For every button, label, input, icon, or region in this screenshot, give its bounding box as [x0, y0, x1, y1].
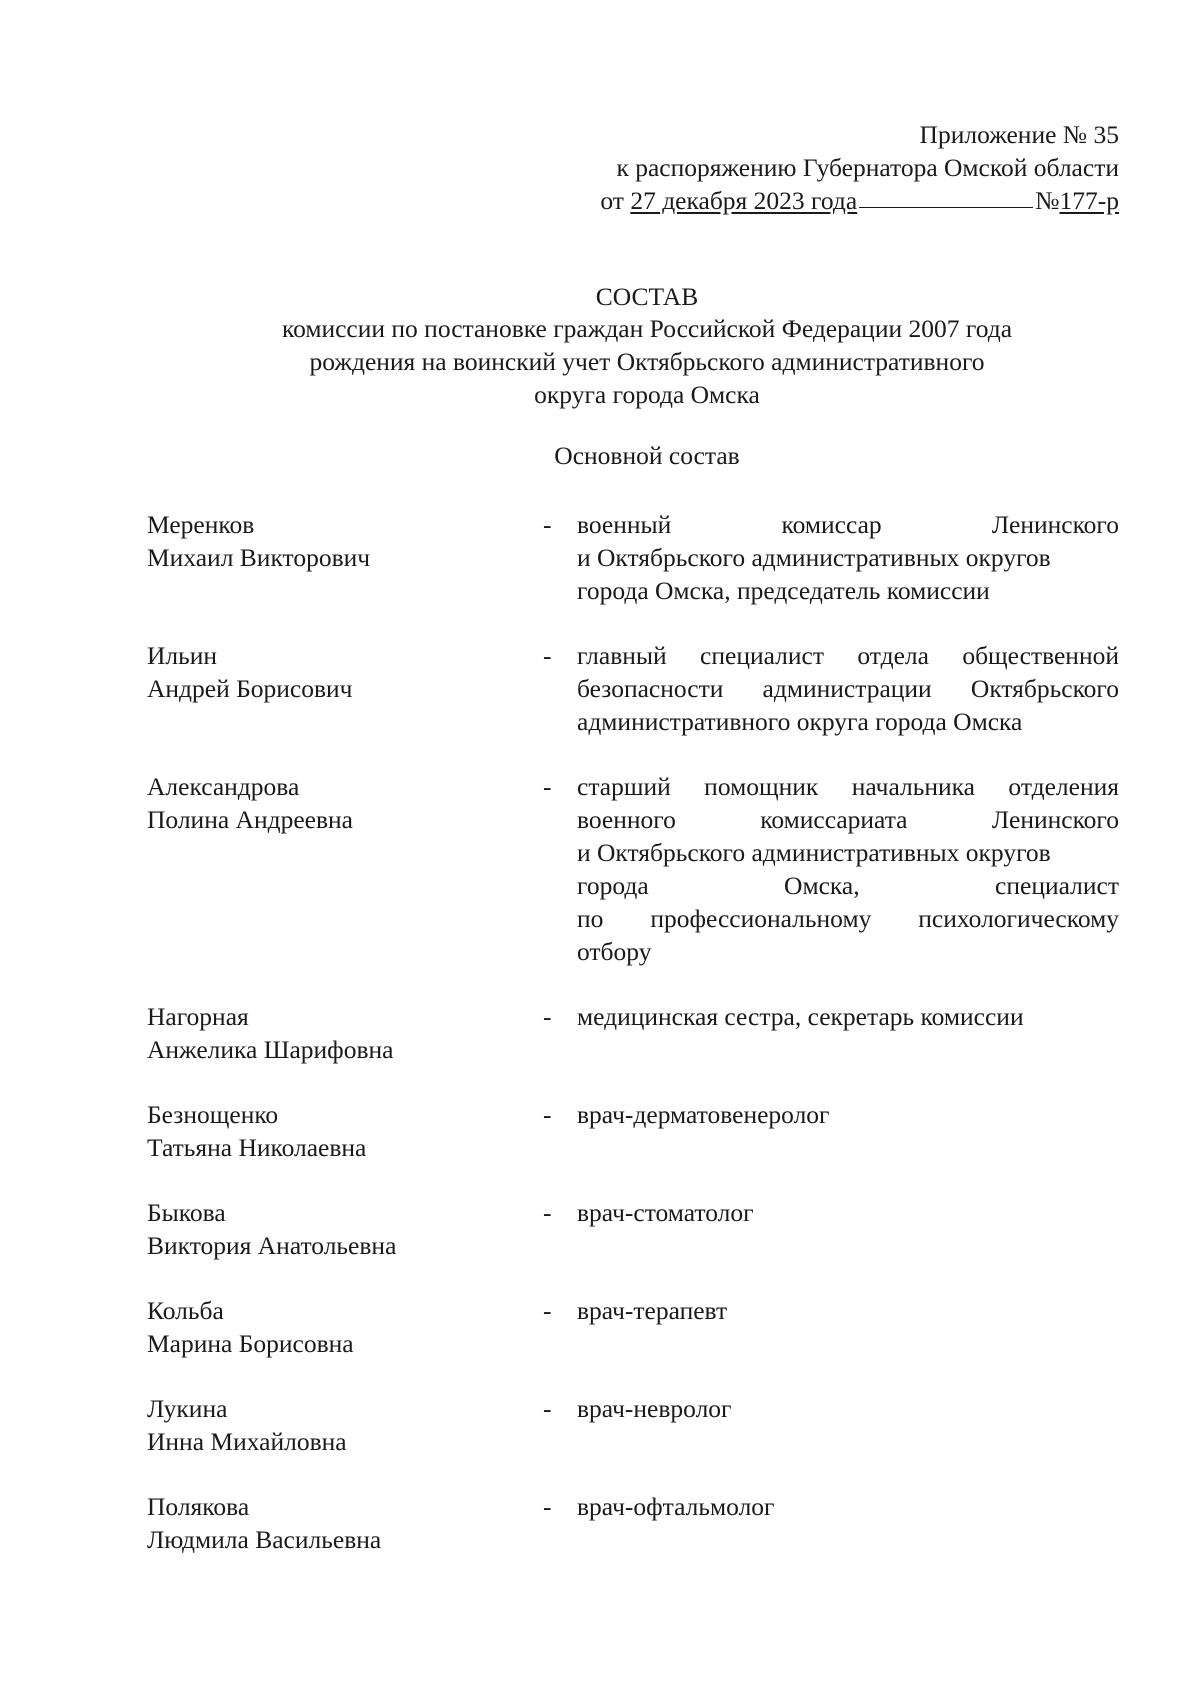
member-surname: Меренков	[147, 510, 255, 539]
role-line: безопасности администрации Октябрьского	[577, 674, 1119, 703]
member-role	[577, 1490, 1119, 1588]
member-row	[147, 1196, 1119, 1294]
member-role	[577, 1000, 1119, 1098]
member-dash: -	[543, 772, 552, 801]
member-role	[577, 1294, 1119, 1392]
role-line: города Омска, председатель комиссии	[577, 576, 990, 605]
member-dash: -	[543, 1198, 552, 1227]
member-role	[577, 508, 1119, 639]
role-line: города Омска, специалист	[577, 871, 1119, 900]
member-role	[577, 1392, 1119, 1490]
member-role	[577, 1098, 1119, 1196]
role-line: административного округа города Омска	[577, 707, 1023, 736]
member-given-name: Марина Борисовна	[147, 1329, 354, 1358]
member-name	[147, 1098, 543, 1196]
member-dash: -	[543, 1394, 552, 1423]
member-surname: Безнощенко	[147, 1100, 279, 1129]
role-line: отбору	[577, 937, 652, 966]
document-subtitle	[0, 312, 1200, 411]
section-title: Основной состав	[554, 441, 740, 470]
member-row	[147, 1098, 1119, 1196]
role-line: врач-стоматолог	[577, 1198, 754, 1227]
role-line: врач-офтальмолог	[577, 1492, 775, 1521]
member-dash: -	[543, 1296, 552, 1325]
member-role	[577, 770, 1119, 1000]
member-dash: -	[543, 1002, 552, 1031]
member-surname: Лукина	[147, 1394, 228, 1423]
member-given-name: Виктория Анатольевна	[147, 1231, 397, 1260]
member-row	[147, 770, 1119, 1000]
date-underline	[859, 184, 1033, 208]
role-line: и Октябрьского административных округов	[577, 543, 1051, 572]
order-number: 177-р	[1059, 186, 1119, 215]
role-line: военного комиссариата Ленинского	[577, 805, 1119, 834]
document-title: СОСТАВ	[595, 282, 699, 311]
role-line: старший помощник начальника отделения	[577, 772, 1119, 801]
member-role	[577, 1196, 1119, 1294]
member-surname: Быкова	[147, 1198, 226, 1227]
member-surname: Кольба	[147, 1296, 224, 1325]
member-row	[147, 1294, 1119, 1392]
role-line: по профессиональному психологическому	[577, 904, 1119, 933]
appendix-header	[519, 118, 1119, 217]
members-list	[147, 508, 1119, 1588]
appendix-date-line	[519, 184, 1119, 217]
order-date: 27 декабря 2023 года	[630, 186, 858, 215]
role-line: врач-дерматовенеролог	[577, 1100, 830, 1129]
member-name	[147, 1294, 543, 1392]
member-surname: Полякова	[147, 1492, 250, 1521]
subtitle-line: рождения на воинский учет Октябрьского административного	[309, 347, 985, 376]
member-name	[147, 1196, 543, 1294]
member-name	[147, 770, 543, 1000]
member-given-name: Анжелика Шарифовна	[147, 1035, 394, 1064]
member-row	[147, 508, 1119, 639]
member-name	[147, 1392, 543, 1490]
number-sign: №	[1035, 186, 1060, 215]
member-row	[147, 1000, 1119, 1098]
member-dash: -	[543, 641, 552, 670]
member-dash: -	[543, 1100, 552, 1129]
role-line: и Октябрьского административных округов	[577, 838, 1051, 867]
member-row	[147, 1392, 1119, 1490]
member-given-name: Михаил Викторович	[147, 543, 371, 572]
member-name	[147, 639, 543, 770]
member-given-name: Андрей Борисович	[147, 674, 353, 703]
member-surname: Нагорная	[147, 1002, 249, 1031]
member-given-name: Полина Андреевна	[147, 805, 353, 834]
member-row	[147, 1490, 1119, 1588]
subtitle-line: округа города Омска	[534, 380, 760, 409]
member-given-name: Татьяна Николаевна	[147, 1133, 367, 1162]
member-given-name: Инна Михайловна	[147, 1427, 347, 1456]
member-dash: -	[543, 1492, 552, 1521]
member-surname: Ильин	[147, 641, 218, 670]
member-name	[147, 1000, 543, 1098]
role-line: главный специалист отдела общественной	[577, 641, 1119, 670]
role-line: медицинская сестра, секретарь комиссии	[577, 1002, 1024, 1031]
subtitle-line: комиссии по постановке граждан Российской Федерации 2007 года	[281, 314, 1013, 343]
role-line: врач-невролог	[577, 1394, 732, 1423]
member-name	[147, 508, 543, 639]
member-role	[577, 639, 1119, 770]
appendix-number: Приложение № 35	[919, 120, 1119, 149]
appendix-order-reference: к распоряжению Губернатора Омской области	[616, 153, 1119, 182]
member-name	[147, 1490, 543, 1588]
member-row	[147, 639, 1119, 770]
member-given-name: Людмила Васильевна	[147, 1525, 382, 1554]
role-line: врач-терапевт	[577, 1296, 728, 1325]
role-line: военный комиссар Ленинского	[577, 510, 1119, 539]
date-prefix: от	[600, 186, 624, 215]
member-surname: Александрова	[147, 772, 300, 801]
member-dash: -	[543, 510, 552, 539]
